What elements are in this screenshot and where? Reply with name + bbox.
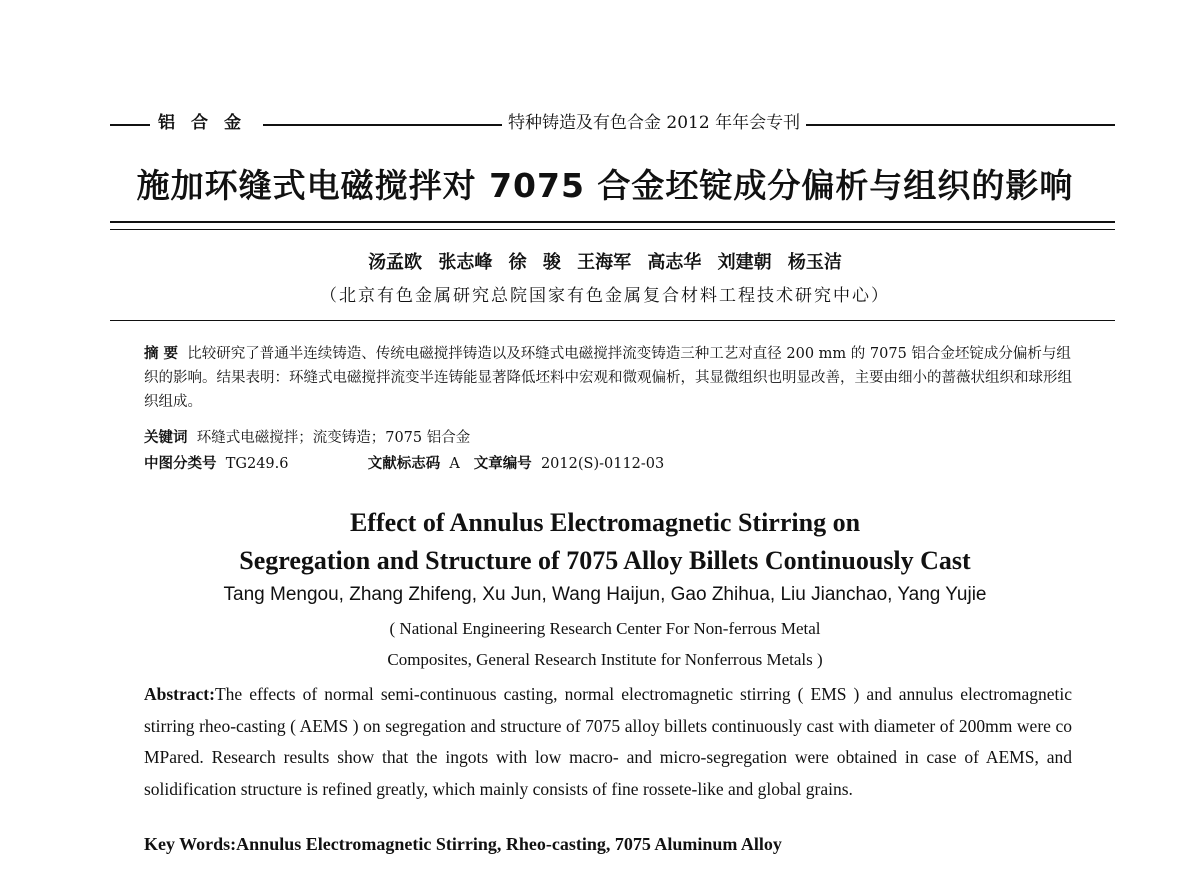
journal-header: [110, 100, 1115, 136]
article-no-value: 2012(S)-0112-03: [540, 456, 665, 472]
title-en-line1: Effect of Annulus Electromagnetic Stirring on: [349, 508, 861, 537]
affiliation-en-line2: Composites, General Research Institute for Nonferrous Metals ): [387, 650, 823, 669]
abstract-rule-top: [110, 320, 1115, 321]
keywords-cn: [144, 426, 470, 450]
keywords-en-text: Annulus Electromagnetic Stirring, Rheo-casting, 7075 Aluminum Alloy: [236, 834, 782, 854]
abstract-cn: [144, 342, 1074, 414]
classification-line: [144, 452, 944, 476]
abstract-cn-text: 比较研究了普通半连续铸造、传统电磁搅拌铸造以及环缝式电磁搅拌流变铸造三种工艺对直径 200 mm 的 7075 铝合金坯锭成分偏析与组织的影响。结果表明：环缝式电磁搅拌流变半连铸能显著降低坯料中宏观和微观偏析，其显微组织也明显改善，主要由细小的蔷薇状组织和球形组织组成。: [144, 346, 1072, 410]
keywords-en: [144, 834, 1072, 855]
affiliation-cn: （北京有色金属研究总院国家有色金属复合材料工程技术研究中心）: [320, 286, 890, 306]
title-rule-top: [110, 221, 1115, 223]
clc-label: 中图分类号: [144, 456, 217, 472]
journal-section-name: 铝合金: [150, 108, 263, 133]
authors-cn: 汤孟欧 张志峰 徐 骏 王海军 高志华 刘建朝 杨玉洁: [368, 252, 842, 273]
keywords-cn-label: 关键词: [144, 430, 188, 446]
authors-en: Tang Mengou, Zhang Zhifeng, Xu Jun, Wang Haijun, Gao Zhihua, Liu Jianchao, Yang Yujie: [223, 584, 987, 605]
title-cn: 施加环缝式电磁搅拌对 7075 合金坯锭成分偏析与组织的影响: [136, 166, 1074, 205]
article-no-label: 文章编号: [473, 456, 532, 472]
abstract-en-label: Abstract:: [144, 684, 215, 704]
title-rule-bottom: [110, 229, 1115, 230]
clc-value: TG249.6: [225, 456, 289, 472]
keywords-en-label: Key Words:: [144, 834, 237, 854]
journal-issue: 特种铸造及有色合金 2012 年年会专刊: [502, 108, 806, 133]
abstract-cn-label: 摘 要: [144, 346, 179, 362]
doc-code-value: A: [449, 456, 460, 472]
abstract-en-text: The effects of normal semi-continuous casting, normal electromagnetic stirring ( EMS ) and annulus electromagnetic stirring rheo-casting ( AEMS ) on segregation and structure of 7075 alloy billets continuously cast with diameter of 200mm were co MPared. Research results show that the ingots with low macro- and micro-segregation were obtained in case of AEMS, and solidification structure is refined greatly, which mainly consists of fine rossete-like and global grains.: [144, 684, 1072, 799]
keywords-cn-text: 环缝式电磁搅拌；流变铸造；7075 铝合金: [196, 430, 471, 446]
affiliation-en-line1: ( National Engineering Research Center For Non-ferrous Metal: [389, 619, 821, 638]
title-en-line2: Segregation and Structure of 7075 Alloy Billets Continuously Cast: [239, 546, 971, 575]
doc-code-label: 文献标志码: [367, 456, 441, 472]
abstract-en: [144, 679, 1072, 805]
